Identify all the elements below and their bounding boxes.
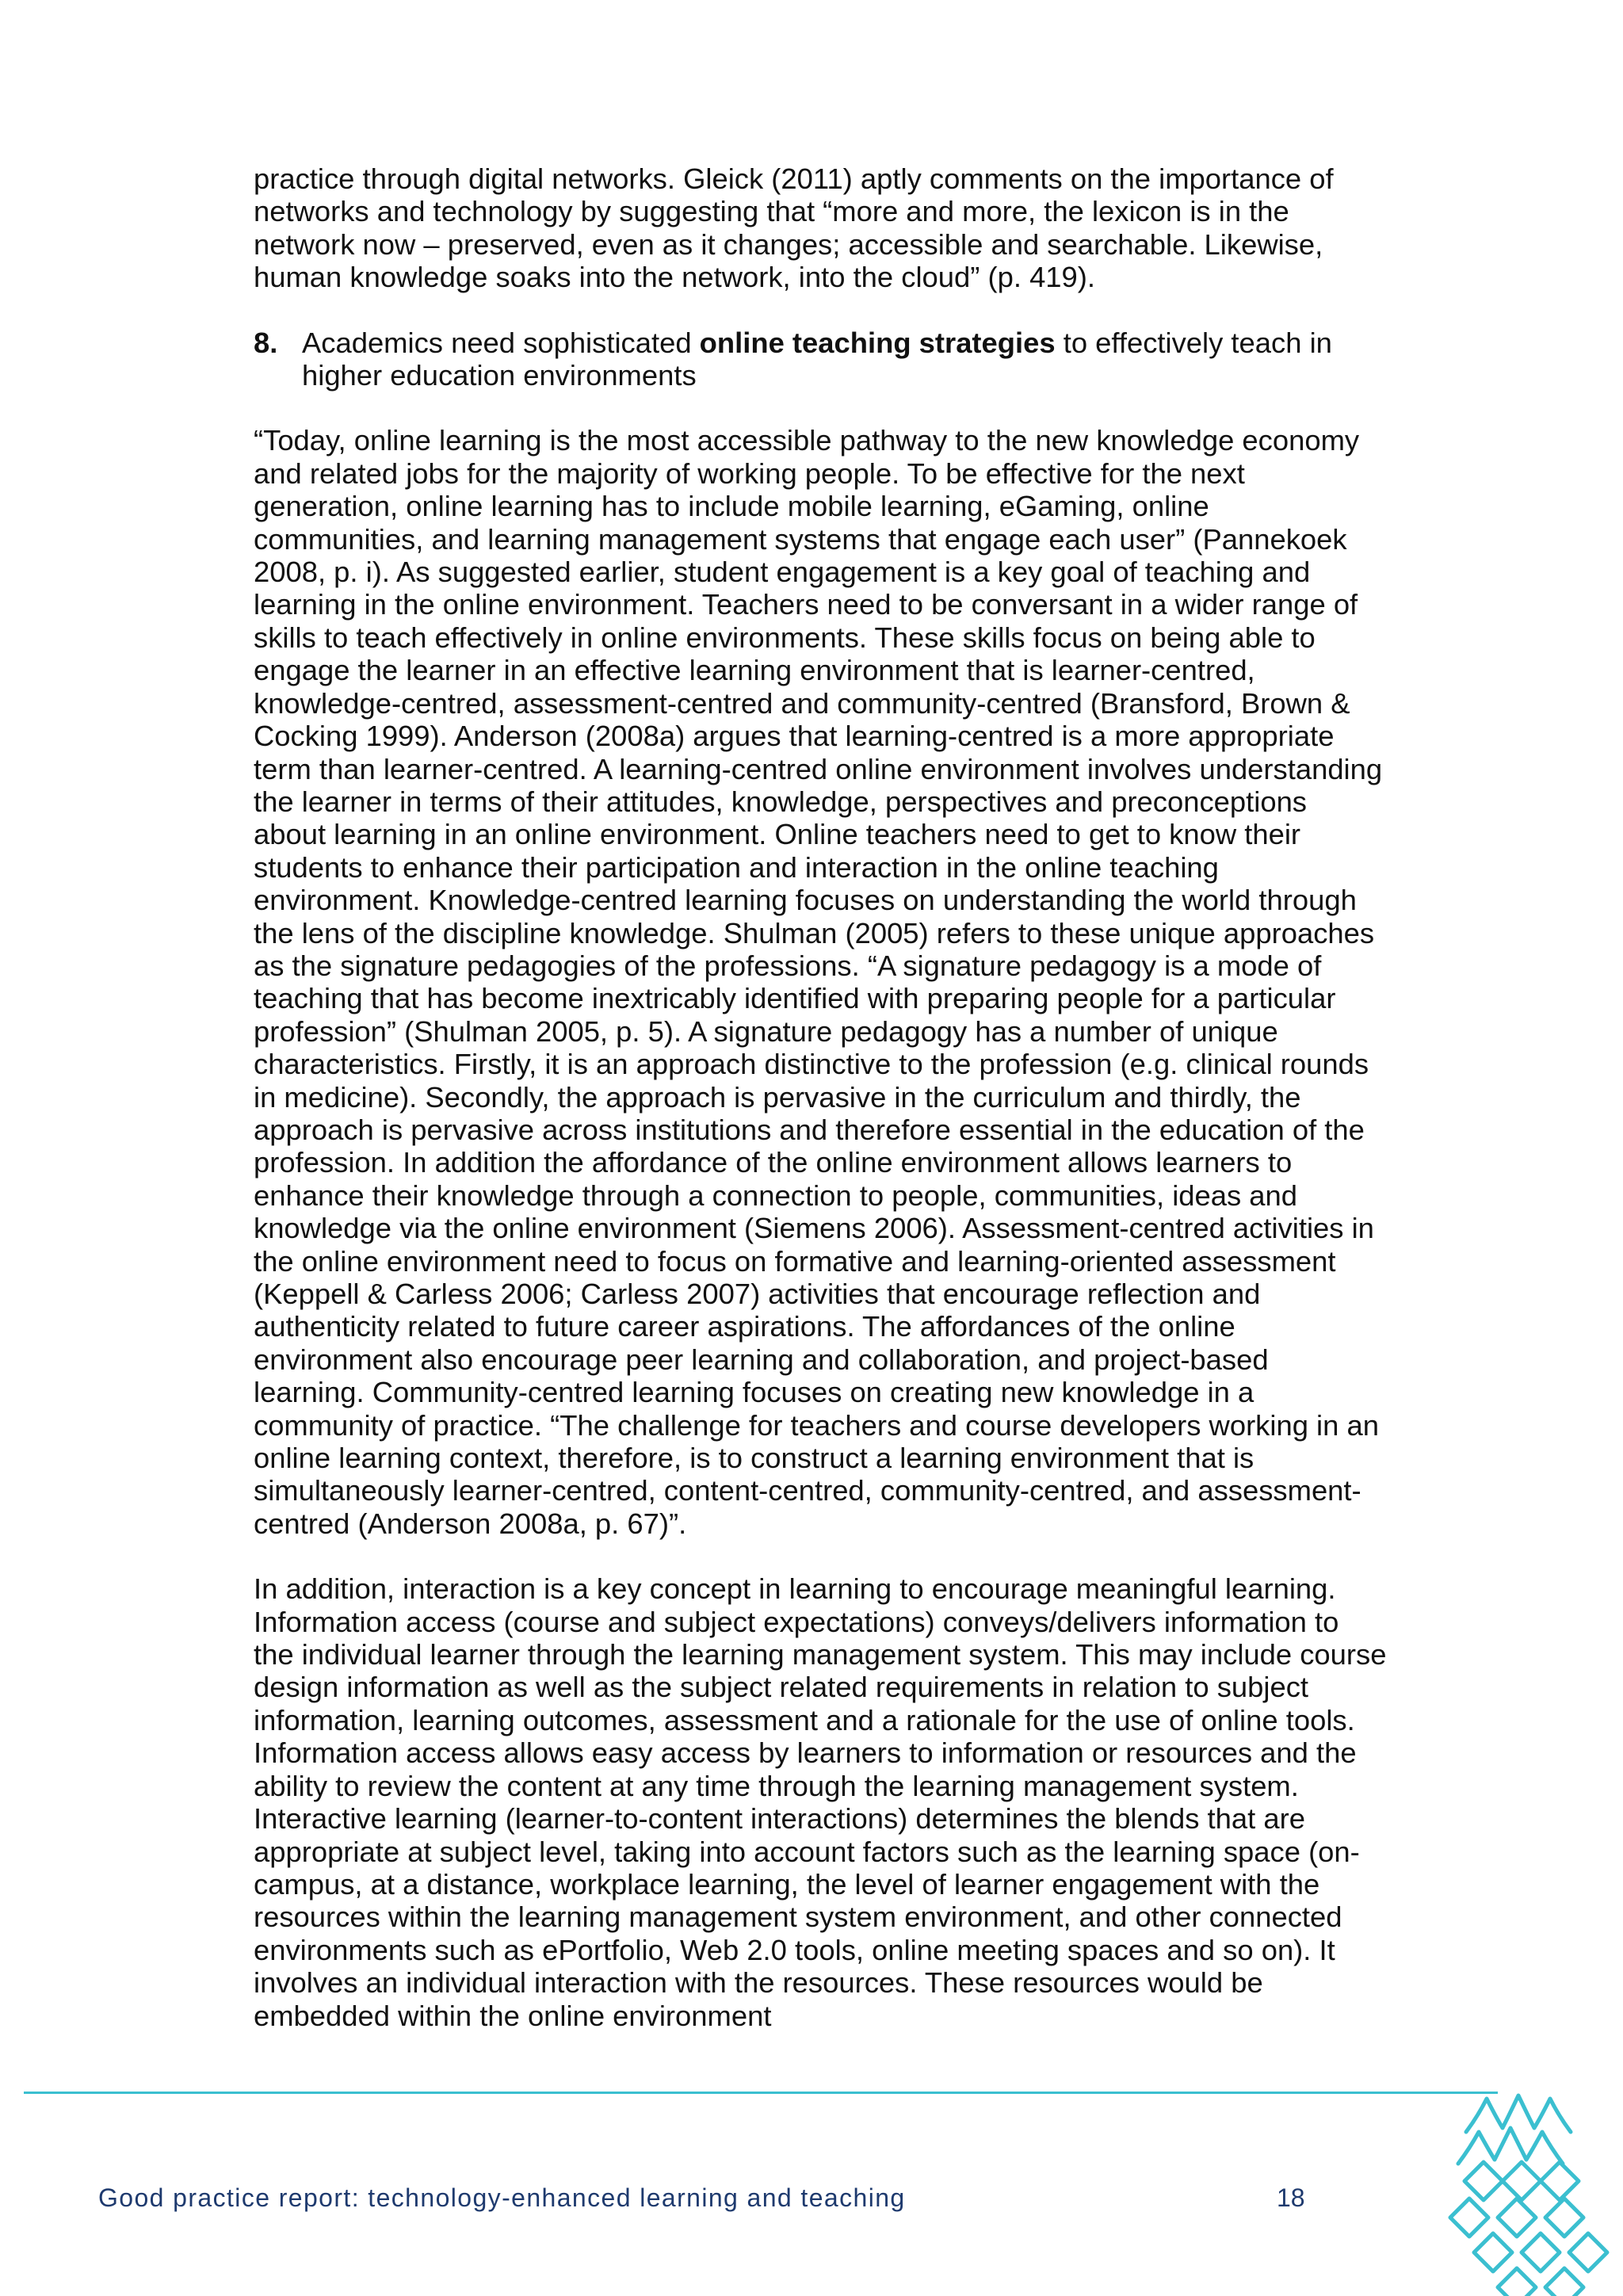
paragraph-networks: practice through digital networks. Gleick (2011) aptly comments on the importance of networks and technology by suggesting that “more and more, the lexicon is in the network now – preserved, even as it changes; accessible and searchable. Likewise, human knowledge soaks into the network, into the cloud” (p. 419). bbox=[254, 162, 1334, 294]
item-text-after: to effectively teach in higher education environments bbox=[302, 326, 1332, 392]
footer-title: Good practice report: technology-enhanced learning and teaching bbox=[98, 2183, 906, 2212]
item-number: 8. bbox=[254, 326, 278, 359]
item-text bbox=[302, 327, 1387, 392]
paragraph-interaction: In addition, interaction is a key concept in learning to encourage meaningful learning. Information access (course and subject expectations) conveys/delivers information to the individual learner through the learning management system. This may include course design information as well as the subject related requirements in relation to subject information, learning outcomes, assessment and a rationale for the use of online tools. Information access allows easy access by learners to information or resources and the ability to review the content at any time through the learning management system. Interactive learning (learner-to-content interactions) determines the blends that are appropriate at subject level, taking into account factors such as the learning space (on-campus, at a distance, workplace learning, the level of learner engagement with the resources within the learning management system environment, and other connected environments such as ePortfolio, Web 2.0 tools, online meeting spaces and so on). It involves an individual interaction with the resources. These resources would be embedded within the online environment bbox=[254, 1572, 1387, 2032]
wave-diamond-logo-icon bbox=[1419, 2084, 1623, 2296]
footer-divider bbox=[24, 2092, 1498, 2094]
item-text-before: Academics need sophisticated bbox=[302, 326, 700, 359]
numbered-item-8 bbox=[254, 327, 1387, 392]
page-number: 18 bbox=[1277, 2183, 1305, 2212]
main-content bbox=[254, 162, 1387, 2065]
item-text-bold: online teaching strategies bbox=[699, 326, 1056, 359]
paragraph-online-learning: “Today, online learning is the most accessible pathway to the new knowledge economy and related jobs for the majority of working people. To be effective for the next generation, online learning has to include mobile learning, eGaming, online communities, and learning management systems that engage each user” (Pannekoek 2008, p. i). As suggested earlier, student engagement is a key goal of teaching and learning in the online environment. Teachers need to be conversant in a wider range of skills to teach effectively in online environments. These skills focus on being able to engage the learner in an effective learning environment that is learner-centred, knowledge-centred, assessment-centred and community-centred (Bransford, Brown & Cocking 1999). Anderson (2008a) argues that learning-centred is a more appropriate term than learner-centred. A learning-centred online environment involves understanding the learner in terms of their attitudes, knowledge, perspectives and preconceptions about learning in an online environment. Online teachers need to get to know their students to enhance their participation and interaction in the online teaching environment. Knowledge-centred learning focuses on understanding the world through the lens of the discipline knowledge. Shulman (2005) refers to these unique approaches as the signature pedagogies of the professions. “A signature pedagogy is a mode of teaching that has become inextricably identified with preparing people for a particular profession” (Shulman 2005, p. 5). A signature pedagogy has a number of unique characteristics. Firstly, it is an approach distinctive to the profession (e.g. clinical rounds in medicine). Secondly, the approach is pervasive in the curriculum and thirdly, the approach is pervasive across institutions and therefore essential in the education of the profession. In addition the affordance of the online environment allows learners to enhance their knowledge through a connection to people, communities, ideas and knowledge via the online environment (Siemens 2006). Assessment-centred activities in the online environment need to focus on formative and learning-oriented assessment (Keppell & Carless 2006; Carless 2007) activities that encourage reflection and authenticity related to future career aspirations. The affordances of the online environment also encourage peer learning and collaboration, and project-based learning. Community-centred learning focuses on creating new knowledge in a community of practice. “The challenge for teachers and course developers working in an online learning context, therefore, is to construct a learning environment that is simultaneously learner-centred, content-centred, community-centred, and assessment-centred (Anderson 2008a, p. 67)”. bbox=[254, 424, 1383, 1540]
